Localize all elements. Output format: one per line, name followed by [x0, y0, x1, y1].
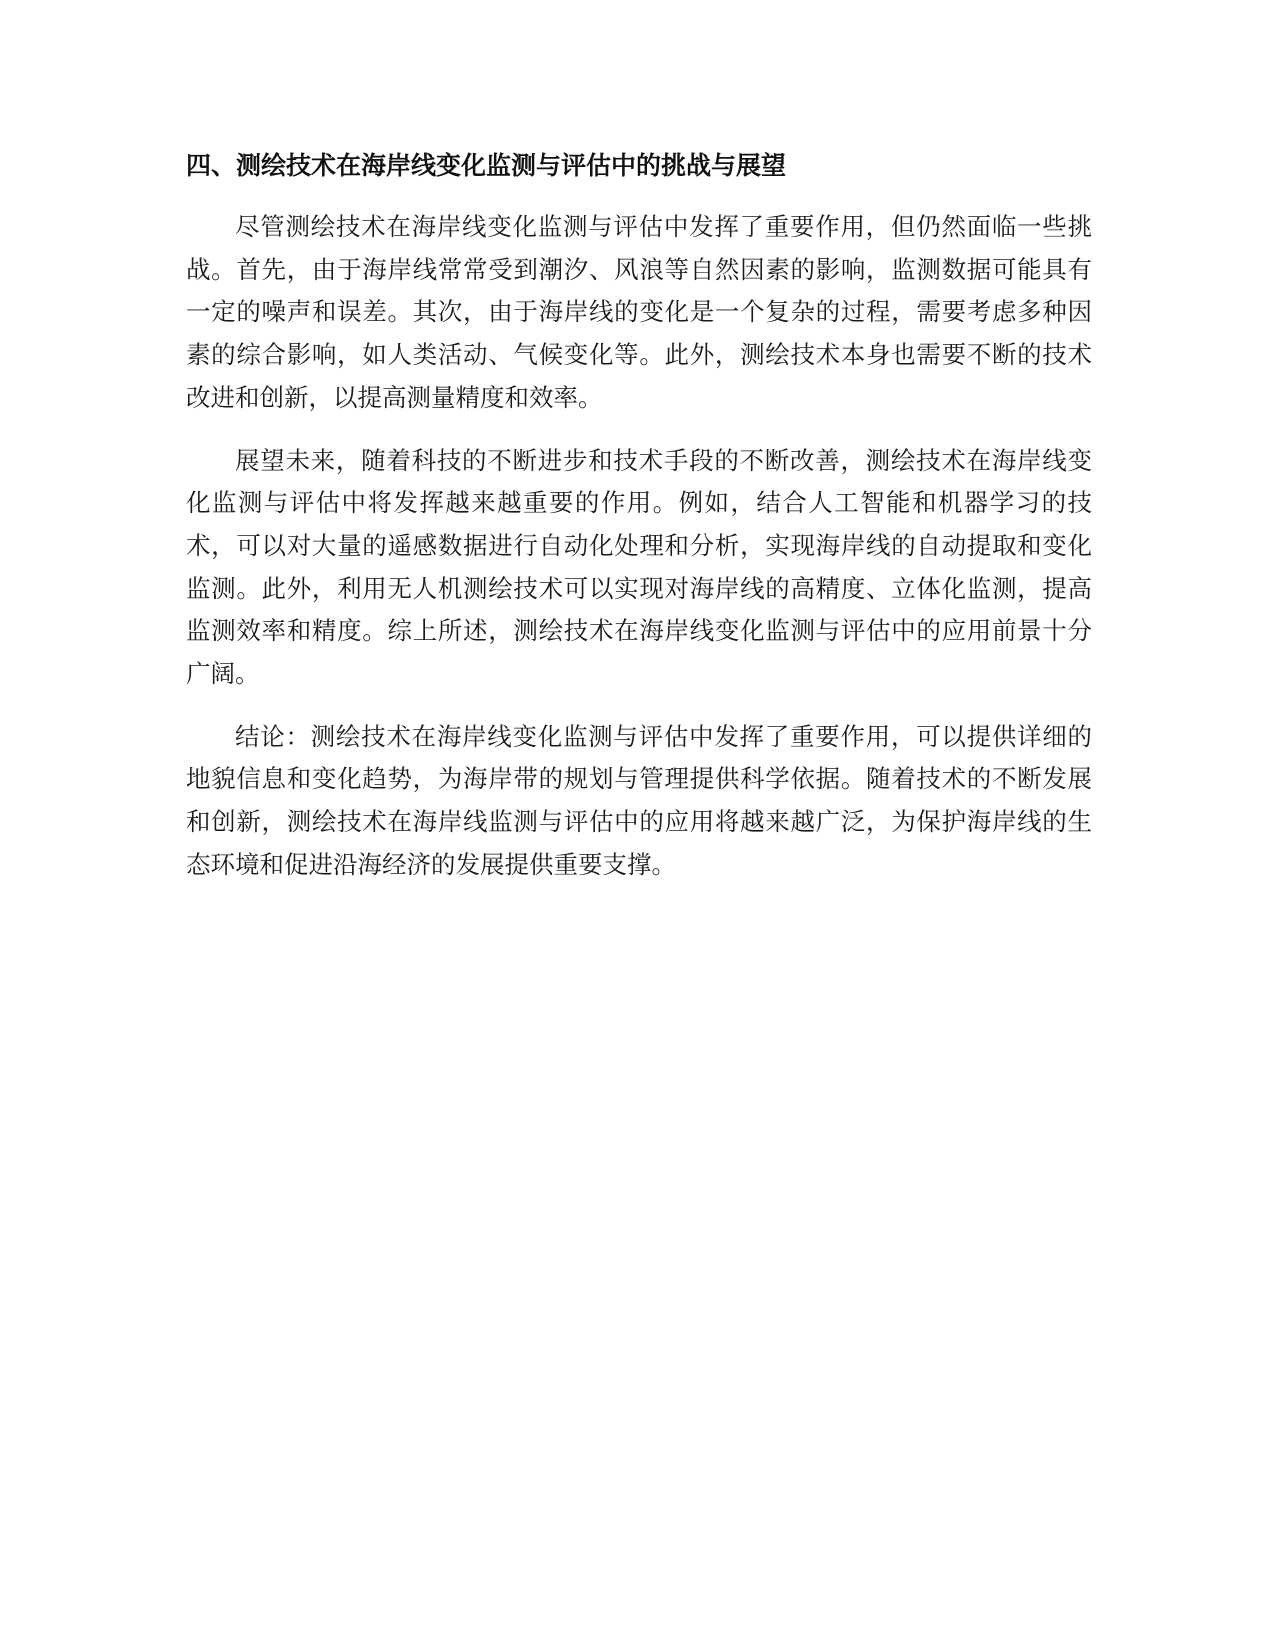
page-content [186, 148, 1092, 907]
paragraph-outlook: 展望未来，随着科技的不断进步和技术手段的不断改善，测绘技术在海岸线变化监测与评估中将发挥越来越重要的作用。例如，结合人工智能和机器学习的技术，可以对大量的遥感数据进行自动化处理和分析，实现海岸线的自动提取和变化监测。此外，利用无人机测绘技术可以实现对海岸线的高精度、立体化监测，提高监测效率和精度。综上所述，测绘技术在海岸线变化监测与评估中的应用前景十分广阔。 [186, 445, 1092, 689]
paragraph-conclusion: 结论：测绘技术在海岸线变化监测与评估中发挥了重要作用，可以提供详细的地貌信息和变化趋势，为海岸带的规划与管理提供科学依据。随着技术的不断发展和创新，测绘技术在海岸线监测与评估中的应用将越来越广泛，为保护海岸线的生态环境和促进沿海经济的发展提供重要支撑。 [186, 721, 1092, 879]
section-heading: 四、测绘技术在海岸线变化监测与评估中的挑战与展望 [186, 151, 787, 180]
paragraph-challenges: 尽管测绘技术在海岸线变化监测与评估中发挥了重要作用，但仍然面临一些挑战。首先，由于海岸线常常受到潮汐、风浪等自然因素的影响，监测数据可能具有一定的噪声和误差。其次，由于海岸线的变化是一个复杂的过程，需要考虑多种因素的综合影响，如人类活动、气候变化等。此外，测绘技术本身也需要不断的技术改进和创新，以提高测量精度和效率。 [186, 212, 1092, 412]
